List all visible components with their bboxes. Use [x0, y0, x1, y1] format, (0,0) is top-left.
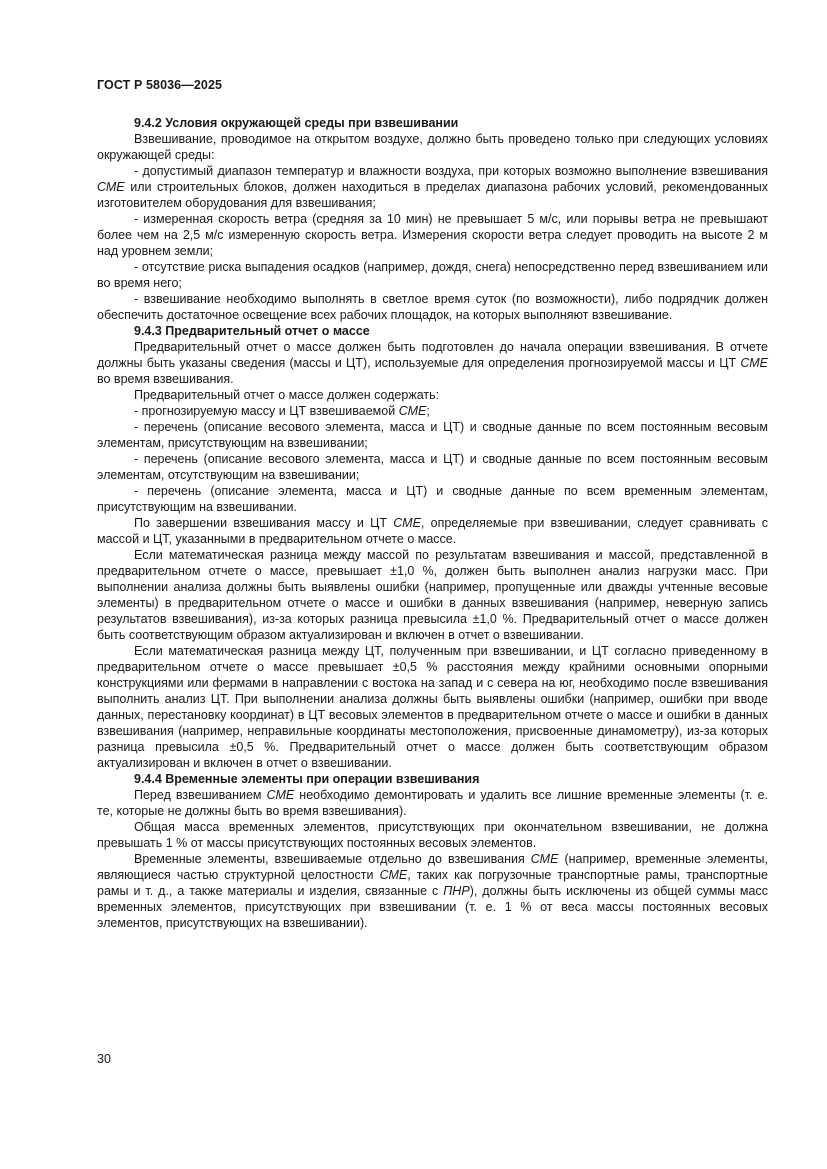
paragraph: - измеренная скорость ветра (средняя за 10 мин) не превышает 5 м/с, или порывы ветра не превышают более чем на 2,5 м/с измеренную скорость ветра. Измерения скорости ветра следует проводить на высоте 2 м над уровнем земли; — [97, 212, 768, 258]
paragraph: Взвешивание, проводимое на открытом воздухе, должно быть проведено только при следующих условиях окружающей среды: — [97, 132, 768, 162]
paragraph: - перечень (описание весового элемента, масса и ЦТ) и сводные данные по всем постоянным весовым элементам, отсутствующим на взвешивании; — [97, 452, 768, 482]
paragraph: - отсутствие риска выпадения осадков (например, дождя, снега) непосредственно перед взвешиванием или во время него; — [97, 260, 768, 290]
paragraph: - допустимый диапазон температур и влажности воздуха, при которых возможно выполнение взвешивания СМЕ или строительных блоков, должен находиться в пределах диапазона рабочих условий, рекомендованных изготовителем оборудования для взвешивания; — [97, 164, 768, 210]
section-heading: 9.4.4 Временные элементы при операции взвешивания — [134, 772, 480, 786]
paragraph: Перед взвешиванием СМЕ необходимо демонтировать и удалить все лишние временные элементы (т. е. те, которые не должны быть во время взвешивания). — [97, 788, 768, 818]
paragraph: Если математическая разница между массой по результатам взвешивания и массой, представленной в предварительном отчете о массе, превышает ±1,0 %, должен быть выполнен анализ нагрузки масс. При выполнении анализа должны быть выявлены ошибки (например, пропущенные или дважды учтенные весовые элементы) в предварительном отчете о массе и ошибки в данных взвешивания (например, неверную запись результатов взвешивания), из-за которых разница превысила ±1,0 %. Предварительный отчет о массе должен быть соответствующим образом актуализирован и включен в отчет о взвешивании. — [97, 548, 768, 642]
paragraph: Предварительный отчет о массе должен содержать: — [134, 388, 440, 402]
paragraph: - взвешивание необходимо выполнять в светлое время суток (по возможности), либо подрядчик должен обеспечить достаточное освещение всех рабочих площадок, на которых выполняют взвешивание. — [97, 292, 768, 322]
paragraph: - прогнозируемую массу и ЦТ взвешиваемой СМЕ; — [134, 404, 430, 418]
section-heading: 9.4.2 Условия окружающей среды при взвешивании — [134, 116, 459, 130]
paragraph: - перечень (описание элемента, масса и ЦТ) и сводные данные по всем временным элементам, присутствующим на взвешивании. — [97, 484, 768, 514]
paragraph: Предварительный отчет о массе должен быть подготовлен до начала операции взвешивания. В отчете должны быть указаны сведения (массы и ЦТ), используемые для определения прогнозируемой массы и ЦТ СМЕ во время взвешивания. — [97, 340, 768, 386]
paragraph: Если математическая разница между ЦТ, полученным при взвешивании, и ЦТ согласно приведенному в предварительном отчете о массе превышает ±0,5 % расстояния между крайними основными опорными конструкциями или фермами в направлении с востока на запад и с севера на юг, необходимо после взвешивания выполнить анализ ЦТ. При выполнении анализа должны быть выявлены ошибки (например, ошибки при вводе данных, перестановку координат) в ЦТ весовых элементов в предварительном отчете о массе и ошибки в данных взвешивания (например, неправильные координаты местоположения, присвоенные динамометру), из-за которых разница превысила ±0,5 %. Предварительный отчет о массе должен быть соответствующим образом актуализирован и включен в отчет о взвешивании. — [97, 644, 768, 770]
paragraph: Общая масса временных элементов, присутствующих при окончательном взвешивании, не должна превышать 1 % от массы присутствующих постоянных весовых элементов. — [97, 820, 768, 850]
paragraph: По завершении взвешивания массу и ЦТ СМЕ, определяемые при взвешивании, следует сравнивать с массой и ЦТ, указанными в предварительном отчете о массе. — [97, 516, 768, 546]
document-body — [97, 115, 768, 931]
page-number: 30 — [97, 1052, 111, 1066]
paragraph: - перечень (описание весового элемента, масса и ЦТ) и сводные данные по всем постоянным весовым элементам, присутствующим на взвешивании; — [97, 420, 768, 450]
document-header: ГОСТ Р 58036—2025 — [97, 78, 223, 92]
paragraph: Временные элементы, взвешиваемые отдельно до взвешивания СМЕ (например, временные элементы, являющиеся частью структурной целостности СМЕ, таких как погрузочные транспортные рамы, транспортные рамы и т. д., а также материалы и изделия, связанные с ПНР), должны быть исключены из общей суммы масс временных элементов, присутствующих при взвешивании (т. е. 1 % от веса массы постоянных весовых элементов, присутствующих на взвешивании). — [97, 852, 768, 930]
section-heading: 9.4.3 Предварительный отчет о массе — [134, 324, 370, 338]
